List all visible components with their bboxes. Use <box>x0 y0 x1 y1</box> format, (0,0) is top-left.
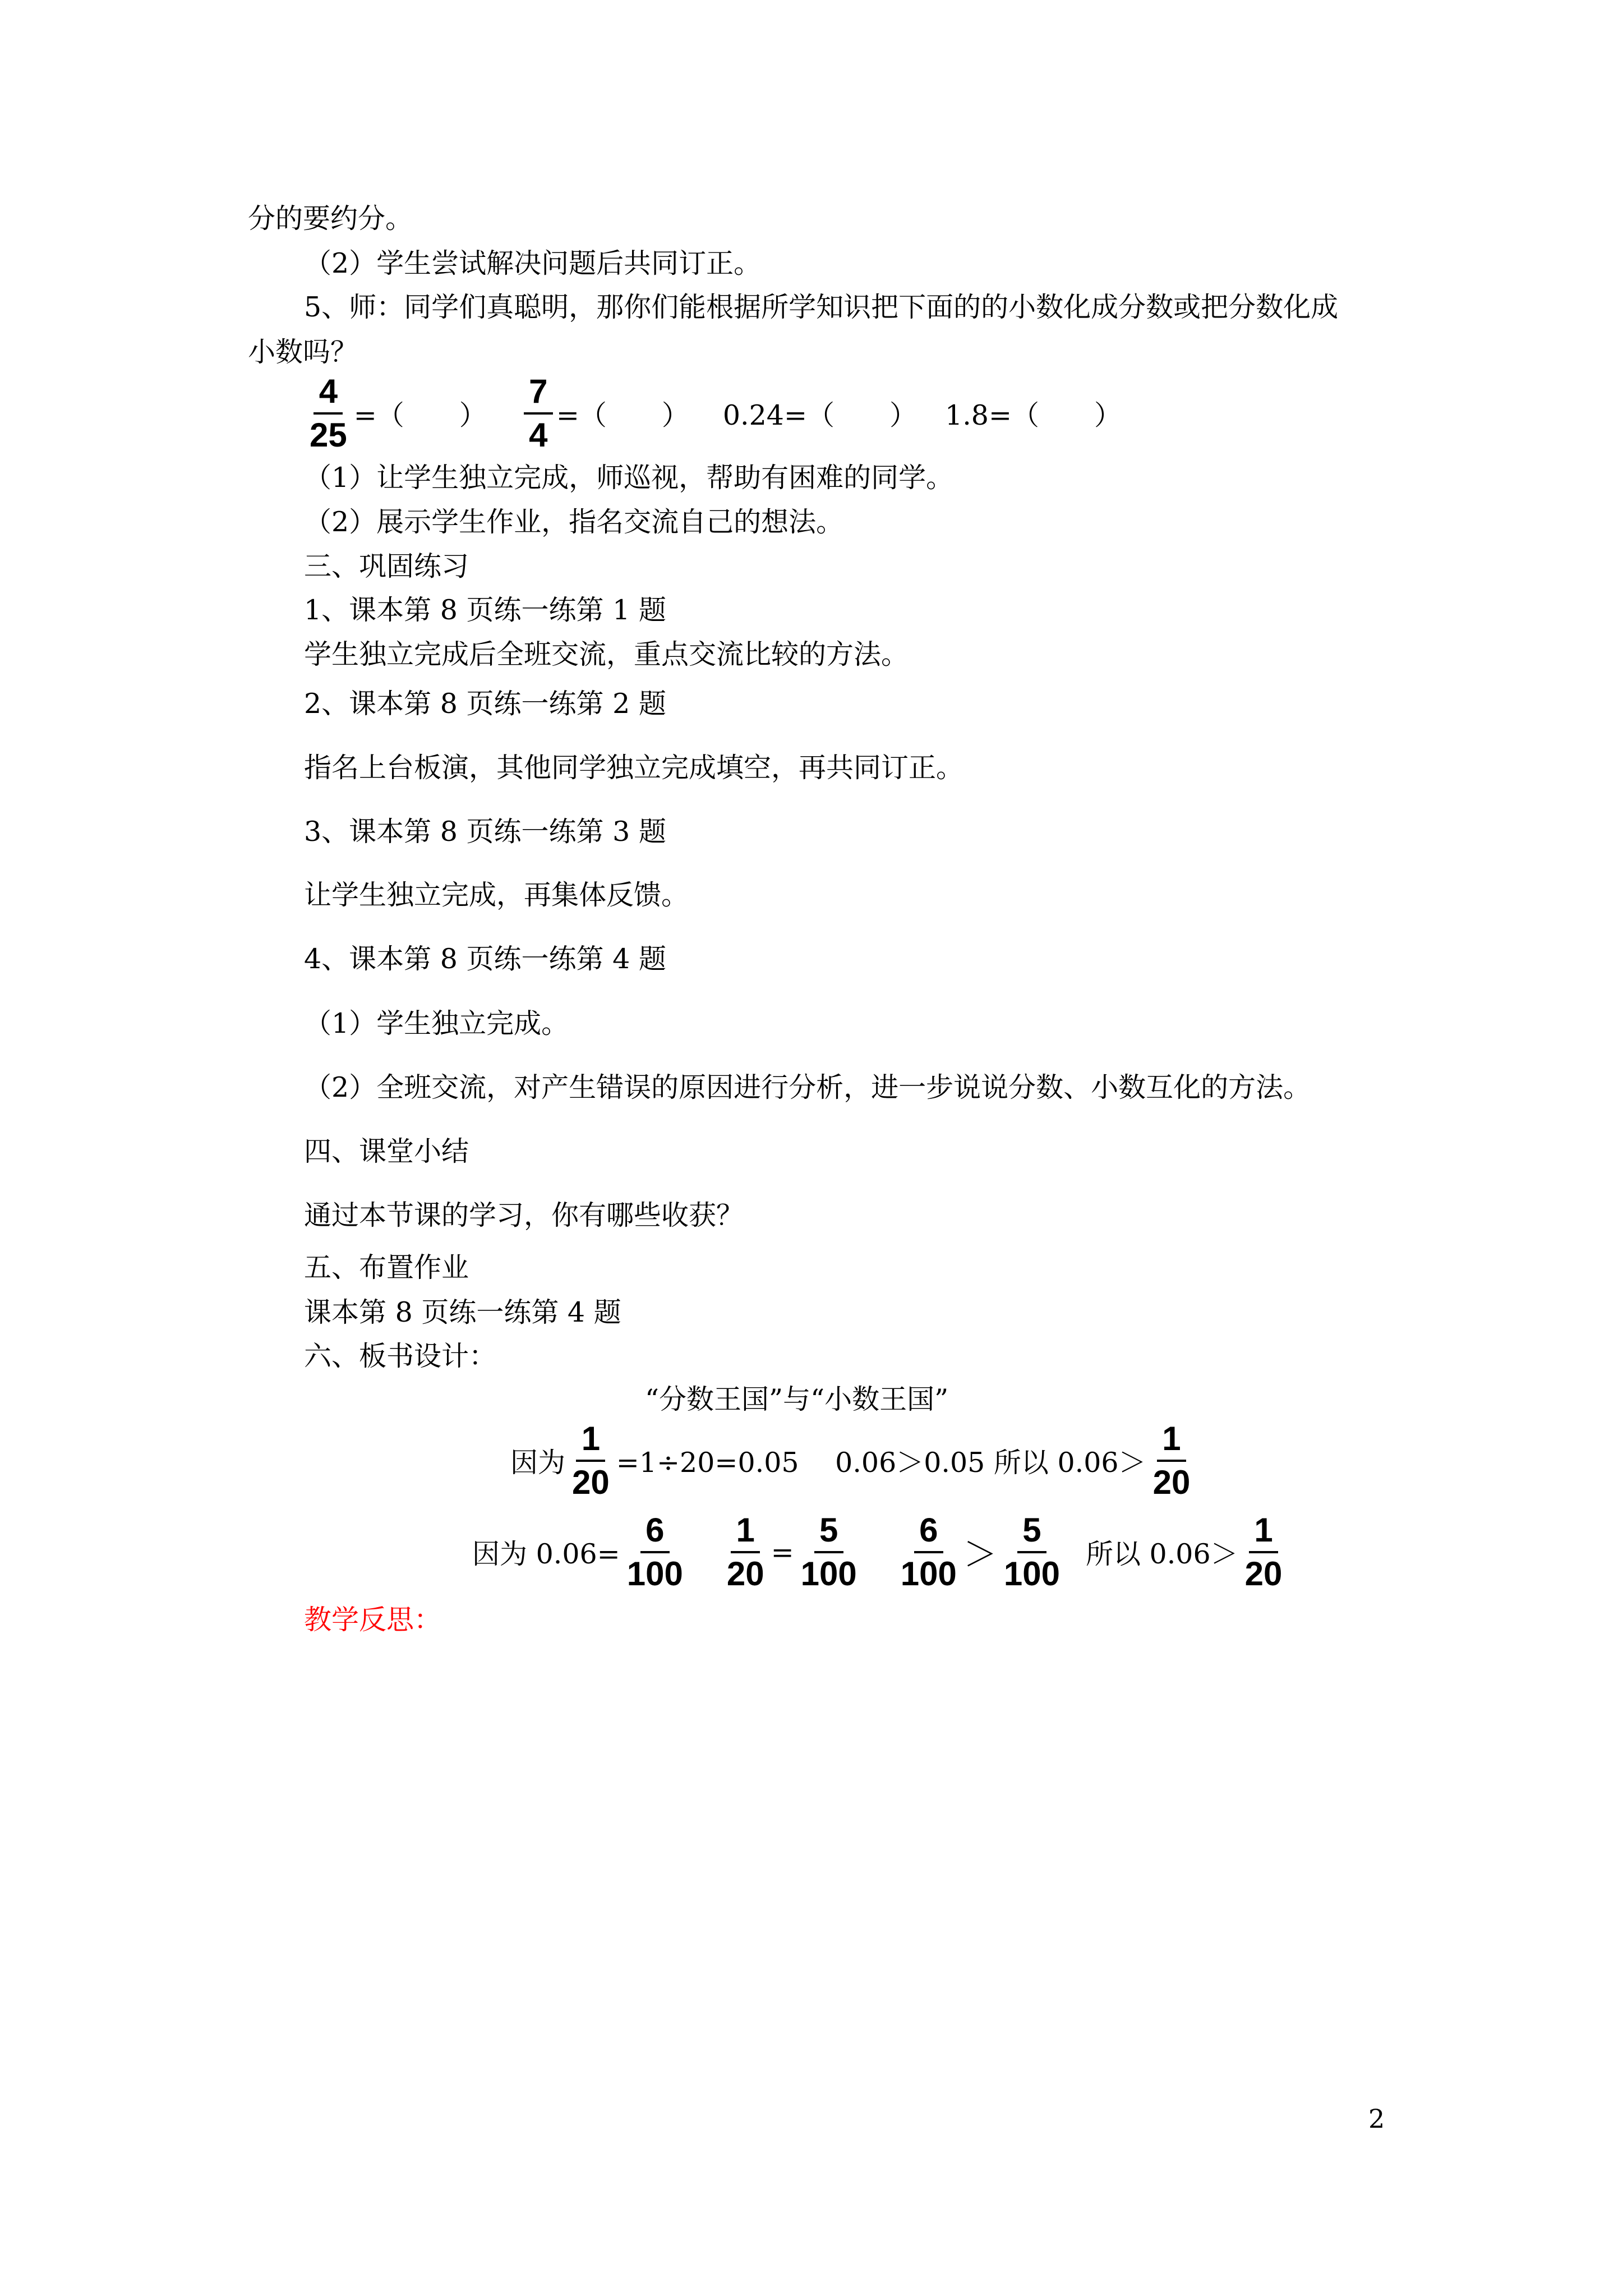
reflection-heading: 教学反思： <box>304 1604 442 1636</box>
text-line: 指名上台板演，其他同学独立完成填空，再共同订正。 <box>304 752 964 784</box>
board-row-2: 因为 0.06= $\frac{6}{100}$ $\frac{1}{20}$ = $\frac{5}{100}$ $\frac{6}{100}$ ＞ $\frac{5}{100}$ 所以 0.06＞ $\frac{1}{20}$ <box>472 1512 1289 1593</box>
text-line: （2）学生尝试解决问题后共同订正。 <box>304 247 762 279</box>
text-line: 通过本节课的学习，你有哪些收获？ <box>304 1199 744 1231</box>
fraction: $\frac{1}{20}$ <box>726 1511 764 1593</box>
text-line: 2、课本第 8 页练一练第 2 题 <box>304 688 666 720</box>
section-heading: 四、课堂小结 <box>304 1135 469 1167</box>
section-heading: 六、板书设计： <box>304 1340 497 1372</box>
fraction: $\frac{5}{100}$ <box>800 1511 857 1593</box>
board-row-1: 因为 $\frac{1}{20}$ =1÷20=0.05 0.06＞0.05 所以 0.06＞ $\frac{1}{20}$ <box>510 1420 1197 1501</box>
text-line: 小数吗？ <box>248 336 358 368</box>
fraction: $\frac{7}{4}$ <box>524 373 553 454</box>
text-line: 4、课本第 8 页练一练第 4 题 <box>304 943 666 975</box>
fraction: $\frac{1}{20}$ <box>1244 1511 1283 1593</box>
blank: 1.8=（ ） <box>945 399 1122 431</box>
board-title: “分数王国”与“小数王国” <box>645 1383 949 1415</box>
text-line: 让学生独立完成，再集体反馈。 <box>304 879 689 911</box>
text-line: 课本第 8 页练一练第 4 题 <box>304 1296 621 1328</box>
fraction: $\frac{6}{100}$ <box>900 1511 957 1593</box>
fraction: $\frac{5}{100}$ <box>1003 1511 1060 1593</box>
fraction: $\frac{1}{20}$ <box>1152 1420 1191 1501</box>
text-line: （2）全班交流，对产生错误的原因进行分析，进一步说说分数、小数互化的方法。 <box>304 1071 1311 1103</box>
text-line: 分的要约分。 <box>248 203 413 234</box>
page-number: 2 <box>1368 2104 1385 2134</box>
section-heading: 三、巩固练习 <box>304 550 469 582</box>
text-line: （2）展示学生作业，指名交流自己的想法。 <box>304 506 844 538</box>
text-line: （1）让学生独立完成，师巡视，帮助有困难的同学。 <box>304 462 954 494</box>
blank: =（ ） <box>353 399 487 431</box>
text-line: 3、课本第 8 页练一练第 3 题 <box>304 816 666 848</box>
fraction: $\frac{4}{25}$ <box>310 372 347 454</box>
text-line: 1、课本第 8 页练一练第 1 题 <box>304 594 666 626</box>
text-line: （1）学生独立完成。 <box>304 1007 569 1039</box>
fraction: $\frac{6}{100}$ <box>626 1511 683 1593</box>
section-heading: 五、布置作业 <box>304 1251 469 1283</box>
text-line: 学生独立完成后全班交流，重点交流比较的方法。 <box>304 638 909 670</box>
blank: 0.24=（ ） <box>722 399 917 431</box>
exercise-line <box>303 373 1122 454</box>
text-line: 5、师：同学们真聪明，那你们能根据所学知识把下面的的小数化成分数或把分数化成 <box>304 291 1339 323</box>
blank: =（ ） <box>556 399 689 431</box>
fraction: $\frac{1}{20}$ <box>572 1420 610 1501</box>
